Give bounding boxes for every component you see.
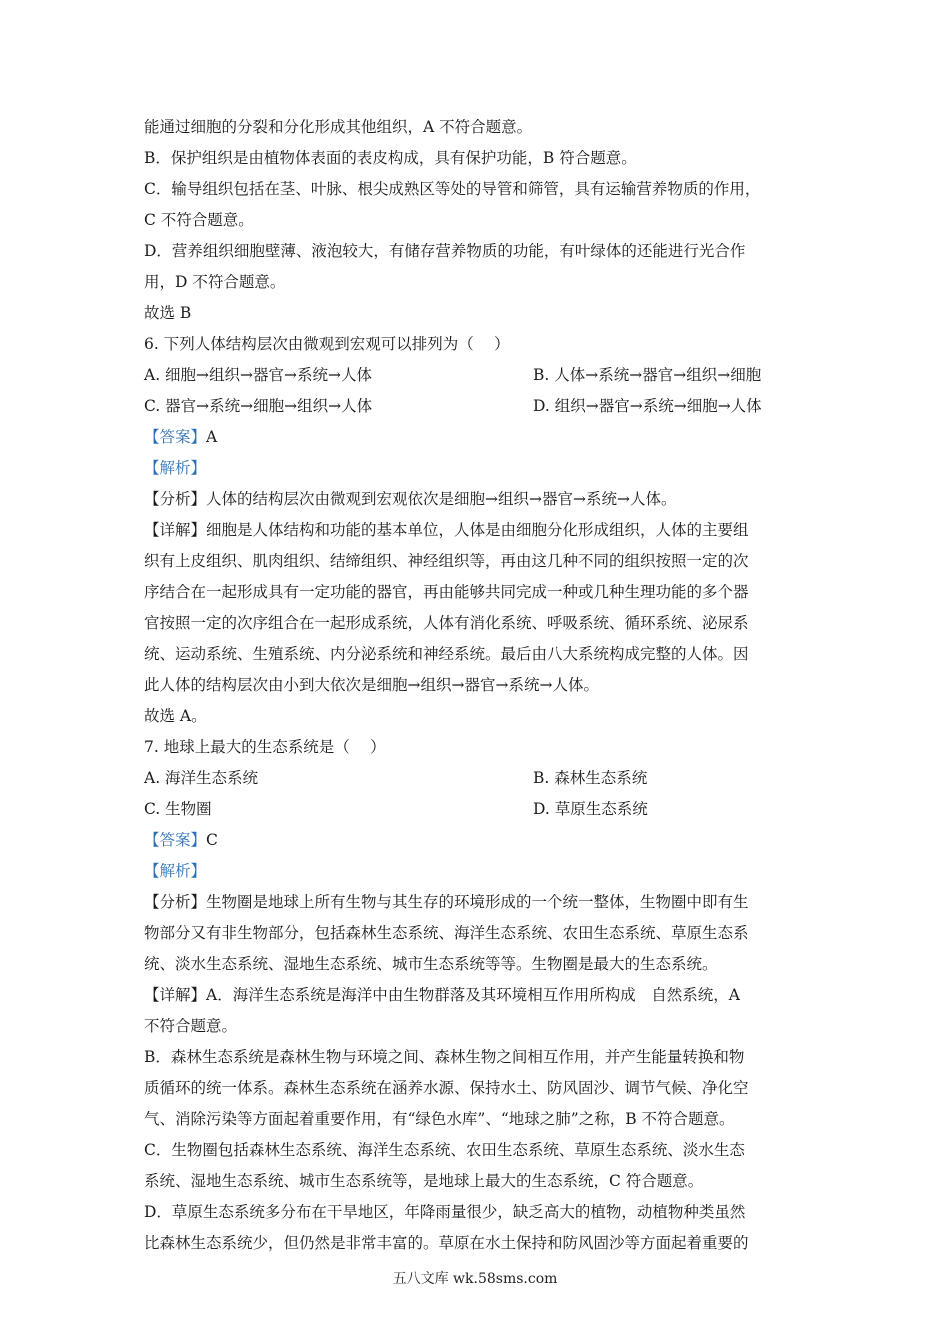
analysis-line (144, 856, 810, 887)
fenxi-tag: 【分析】 (144, 490, 207, 508)
question-7-stem: 7. 地球上最大的生态系统是（ ） (144, 738, 386, 756)
question-6-options-row-1 (144, 360, 810, 391)
text-line: 系统、湿地生态系统、城市生态系统等，是地球上最大的生态系统，C 符合题意。 (144, 1172, 704, 1190)
analysis-line (144, 453, 810, 484)
xiangjie-line (144, 980, 810, 1011)
option-d: D. 组织→器官→系统→细胞→人体 (533, 397, 762, 415)
footer-watermark: 五八文库 wk.58sms.com (392, 1271, 558, 1287)
option-b: B. 人体→系统→器官→组织→细胞 (533, 366, 762, 384)
document-page (144, 112, 810, 1259)
text-line: B．保护组织是由植物体表面的表皮构成，具有保护功能，B 符合题意。 (144, 149, 637, 167)
text-line: 不符合题意。 (144, 1017, 238, 1035)
option-b: B. 森林生态系统 (533, 769, 648, 787)
text-line: 比森林生态系统少，但仍然是非常丰富的。草原在水土保持和防风固沙等方面起着重要的 (144, 1234, 749, 1252)
text-line: 气、消除污染等方面起着重要作用，有“绿色水库”、“地球之肺”之称，B 不符合题意。 (144, 1110, 735, 1128)
text-line: 统、淡水生态系统、湿地生态系统、城市生态系统等等。生物圈是最大的生态系统。 (144, 955, 718, 973)
text-line: 故选 B (144, 304, 192, 322)
xiangjie-tag: 【详解】 (144, 986, 207, 1004)
text-line: 统、运动系统、生殖系统、内分泌系统和神经系统。最后由八大系统构成完整的人体。因 (144, 645, 749, 663)
text-line: C 不符合题意。 (144, 211, 254, 229)
option-c: C. 生物圈 (144, 800, 212, 818)
text-line: C．生物圈包括森林生态系统、海洋生态系统、农田生态系统、草原生态系统、淡水生态 (144, 1141, 745, 1159)
answer-line (144, 825, 810, 856)
analysis-tag: 【解析】 (144, 862, 207, 880)
question-7-options-row-1 (144, 763, 810, 794)
text-line: 织有上皮组织、肌肉组织、结缔组织、神经组织等，再由这几种不同的组织按照一定的次 (144, 552, 749, 570)
answer-tag: 【答案】 (144, 831, 207, 849)
text-line: 用，D 不符合题意。 (144, 273, 286, 291)
choice-line: 故选 A。 (144, 707, 207, 725)
xiangjie-tag: 【详解】 (144, 521, 207, 539)
text-line: 物部分又有非生物部分，包括森林生态系统、海洋生态系统、农田生态系统、草原生态系 (144, 924, 749, 942)
question-6-stem: 6. 下列人体结构层次由微观到宏观可以排列为（ ） (144, 335, 510, 353)
question-6-options-row-2 (144, 391, 810, 422)
answer-line (144, 422, 810, 453)
fenxi-text: 生物圈是地球上所有生物与其生存的环境形成的一个统一整体，生物圈中即有生 (206, 893, 749, 911)
xiangjie-line (144, 515, 810, 546)
fenxi-line (144, 484, 810, 515)
option-a: A. 海洋生态系统 (144, 769, 259, 787)
text-line: D．营养组织细胞壁薄、液泡较大，有储存营养物质的功能，有叶绿体的还能进行光合作 (144, 242, 746, 260)
xiangjie-text: A．海洋生态系统是海洋中由生物群落及其环境相互作用所构成 自然系统，A (206, 986, 740, 1004)
answer-tag: 【答案】 (144, 428, 207, 446)
text-line: B．森林生态系统是森林生物与环境之间、森林生物之间相互作用，并产生能量转换和物 (144, 1048, 745, 1066)
text-line: D．草原生态系统多分布在干旱地区，年降雨量很少，缺乏高大的植物，动植物种类虽然 (144, 1203, 746, 1221)
text-line: 官按照一定的次序组合在一起形成系统，人体有消化系统、呼吸系统、循环系统、泌尿系 (144, 614, 749, 632)
fenxi-tag: 【分析】 (144, 893, 207, 911)
option-a: A. 细胞→组织→器官→系统→人体 (144, 366, 372, 384)
fenxi-line (144, 887, 810, 918)
text-line: C．输导组织包括在茎、叶脉、根尖成熟区等处的导管和筛管，具有运输营养物质的作用， (144, 180, 761, 198)
question-7-options-row-2 (144, 794, 810, 825)
option-c: C. 器官→系统→细胞→组织→人体 (144, 397, 373, 415)
option-d: D. 草原生态系统 (533, 800, 648, 818)
fenxi-text: 人体的结构层次由微观到宏观依次是细胞→组织→器官→系统→人体。 (206, 490, 677, 508)
text-line: 序结合在一起形成具有一定功能的器官，再由能够共同完成一种或几种生理功能的多个器 (144, 583, 749, 601)
text-line: 能通过细胞的分裂和分化形成其他组织，A 不符合题意。 (144, 118, 533, 136)
answer-value: C (206, 831, 218, 849)
answer-value: A (206, 428, 218, 446)
text-line: 质循环的统一体系。森林生态系统在涵养水源、保持水土、防风固沙、调节气候、净化空 (144, 1079, 749, 1097)
xiangjie-text: 细胞是人体结构和功能的基本单位，人体是由细胞分化形成组织，人体的主要组 (206, 521, 749, 539)
analysis-tag: 【解析】 (144, 459, 207, 477)
text-line: 此人体的结构层次由小到大依次是细胞→组织→器官→系统→人体。 (144, 676, 599, 694)
